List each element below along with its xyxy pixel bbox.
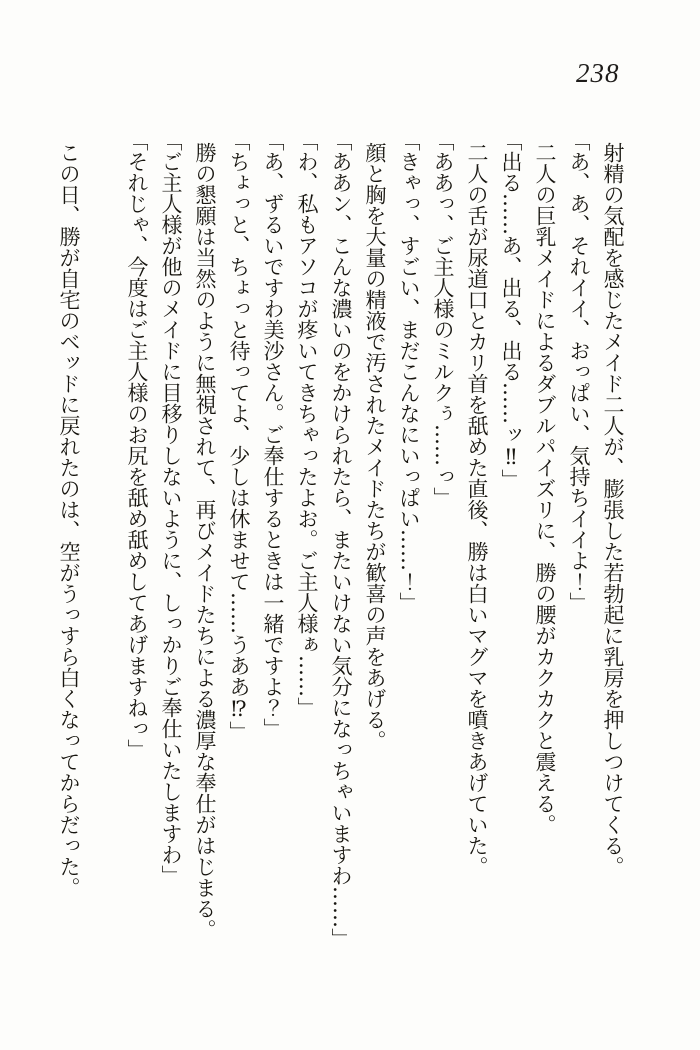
paragraph-12-dialogue: 「ちょっと、ちょっと待ってよ、少しは休ませて……うああ⁉」 (227, 130, 251, 742)
paragraph-13-narrative: 勝の懇願は当然のように無視されて、再びメイドたちによる濃厚な奉仕がはじまる。 (193, 142, 217, 940)
paragraph-11-dialogue: 「あ、ずるいですわ美沙さん。ご奉仕するときは一緒ですよ？」 (261, 130, 285, 739)
paragraph-9-dialogue: 「ああン、こんな濃いのをかけられたら、またいけない気分になっちゃいますわ……」 (329, 130, 353, 949)
paragraph-2-dialogue: 「あ、あ、それイイ、おっぱい、気持ちイイよ！」 (567, 130, 591, 613)
paragraph-4-dialogue: 「出る……あ、出る、出る……ッ‼」 (499, 130, 523, 490)
paragraph-5-narrative: 二人の舌が尿道口とカリ首を舐めた直後、勝は白いマグマを噴きあげていた。 (465, 142, 489, 877)
paragraph-14-dialogue: 「ご主人様が他のメイドに目移りしないように、しっかりご奉仕いたしますわ」 (159, 130, 183, 886)
paragraph-3-narrative: 二人の巨乳メイドによるダブルパイズリに、勝の腰がカクカクと震える。 (533, 142, 557, 835)
paragraph-17-narrative: この日、勝が自宅のベッドに戻れたのは、空がうっすら白くなってからだった。 (57, 142, 81, 898)
paragraph-10-dialogue: 「わ、私もアソコが疼いてきちゃったよお。ご主人様ぁ……」 (295, 130, 319, 718)
paragraph-7-dialogue: 「きゃっ、すごい、まだこんなにいっぱい……！」 (397, 130, 421, 613)
paragraph-8-narrative: 顔と胸を大量の精液で汚されたメイドたちが歓喜の声をあげる。 (363, 142, 387, 751)
paragraph-1-narrative: 射精の気配を感じたメイド二人が、膨張した若勃起に乳房を押しつけてくる。 (601, 142, 625, 877)
paragraph-16-spacer (86, 130, 120, 964)
page-number: 238 (576, 58, 620, 88)
text-block (52, 130, 630, 964)
paragraph-6-dialogue: 「ああっ、ご主人様のミルクぅ……っ」 (431, 130, 455, 508)
paragraph-15-dialogue: 「それじゃ、今度はご主人様のお尻を舐め舐めしてあげますねっ」 (125, 130, 149, 760)
